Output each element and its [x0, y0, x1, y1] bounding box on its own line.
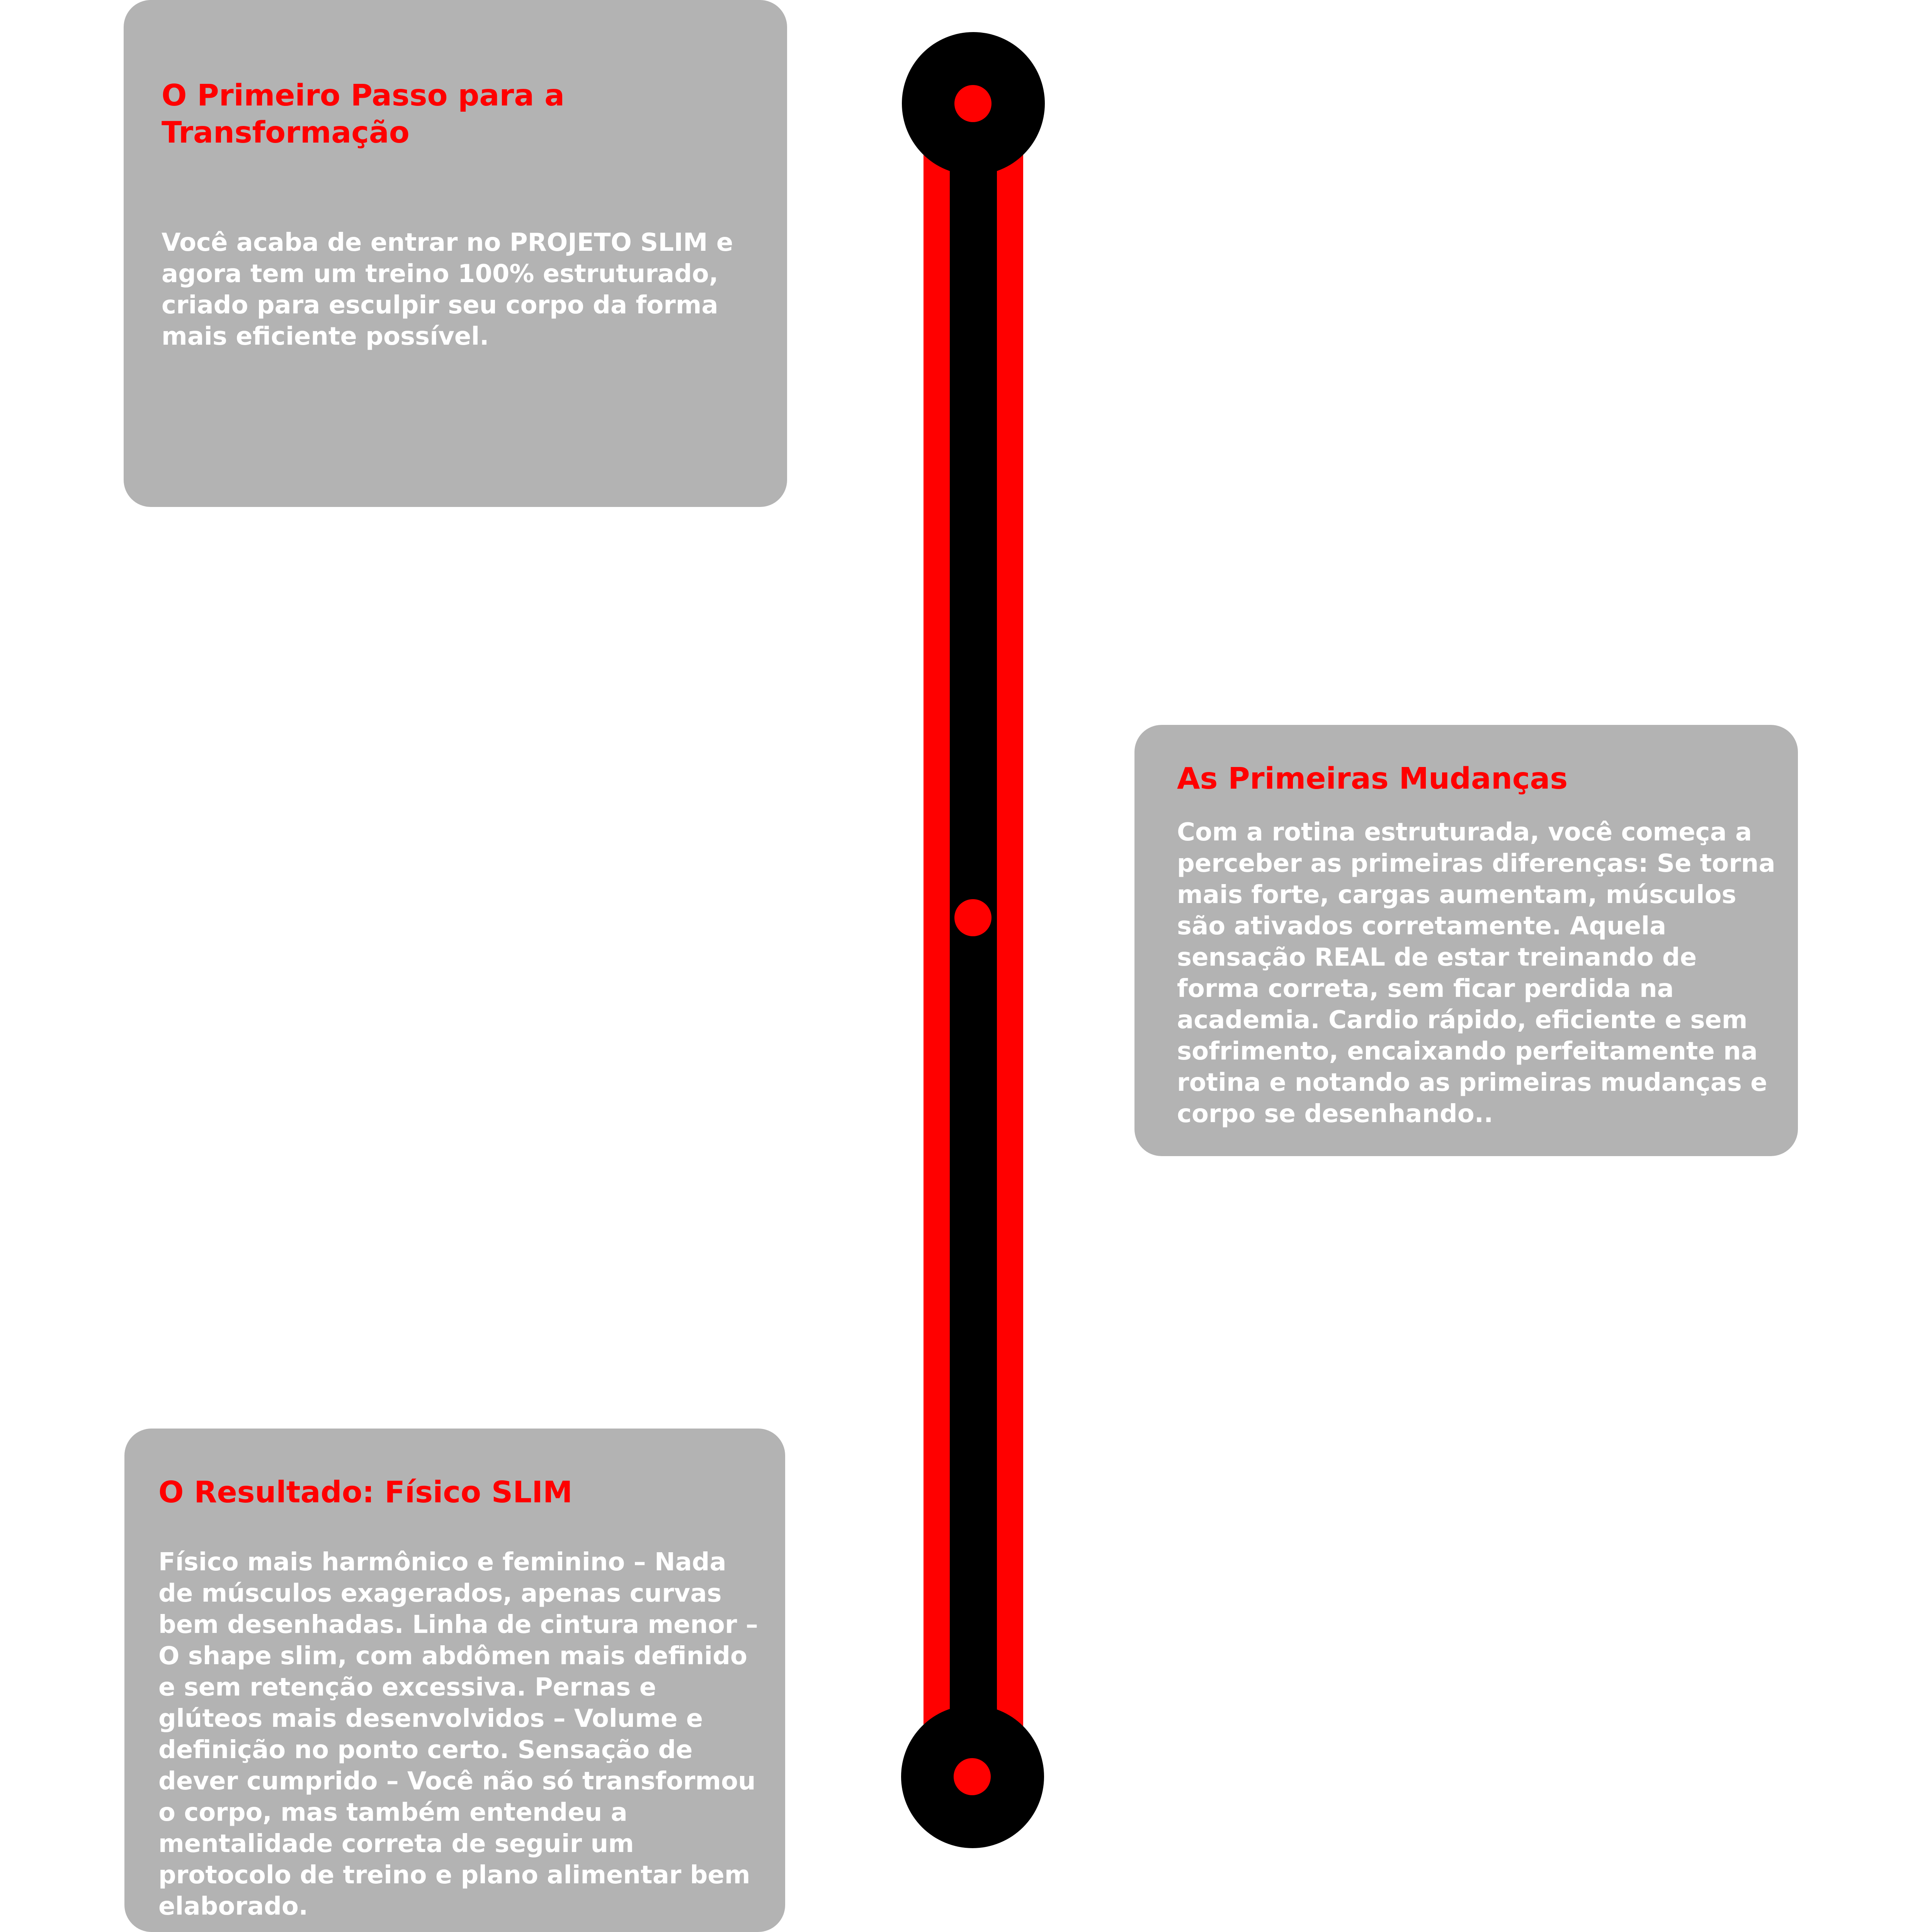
- timeline-dot-step-1: [954, 85, 992, 122]
- timeline-card-step-1: [124, 0, 787, 507]
- timeline-dot-step-2: [954, 899, 992, 936]
- timeline-card-step-3: [124, 1429, 785, 1932]
- timeline-dot-step-3: [954, 1758, 991, 1795]
- step-2-description: Com a rotina estruturada, você começa a perceber as primeiras diferenças: Se torna mais forte, cargas aumentam, músculos são ativados corretamente. Aquela sensação REAL de estar treinando de forma correta, sem ficar perdida na academia. Cardio rápido, eficiente e sem sofrimento, encaixando perfeitamente na rotina e notando as primeiras mudanças e corpo se desenhando..: [1177, 818, 1776, 1128]
- timeline-card-step-2: [1134, 725, 1798, 1156]
- step-1-description: Você acaba de entrar no PROJETO SLIM e agora tem um treino 100% estruturado, criado para esculpir seu corpo da forma mais eficiente possível.: [162, 228, 733, 351]
- step-3-description: Físico mais harmônico e feminino – Nada de músculos exagerados, apenas curvas bem desenhadas. Linha de cintura menor – O shape slim, com abdômen mais definido e sem retenção excessiva. Pernas e glúteos mais desenvolvidos – Volume e definição no ponto certo. Sensação de dever cumprido – Você não só transformou o corpo, mas também entendeu a mentalidade correta de seguir um protocolo de treino e plano alimentar bem elaborado.: [158, 1548, 758, 1921]
- step-2-title: As Primeiras Mudanças: [1177, 762, 1568, 796]
- step-3-title: O Resultado: Físico SLIM: [158, 1475, 573, 1510]
- step-1-title: O Primeiro Passo para a Transformação: [162, 78, 565, 150]
